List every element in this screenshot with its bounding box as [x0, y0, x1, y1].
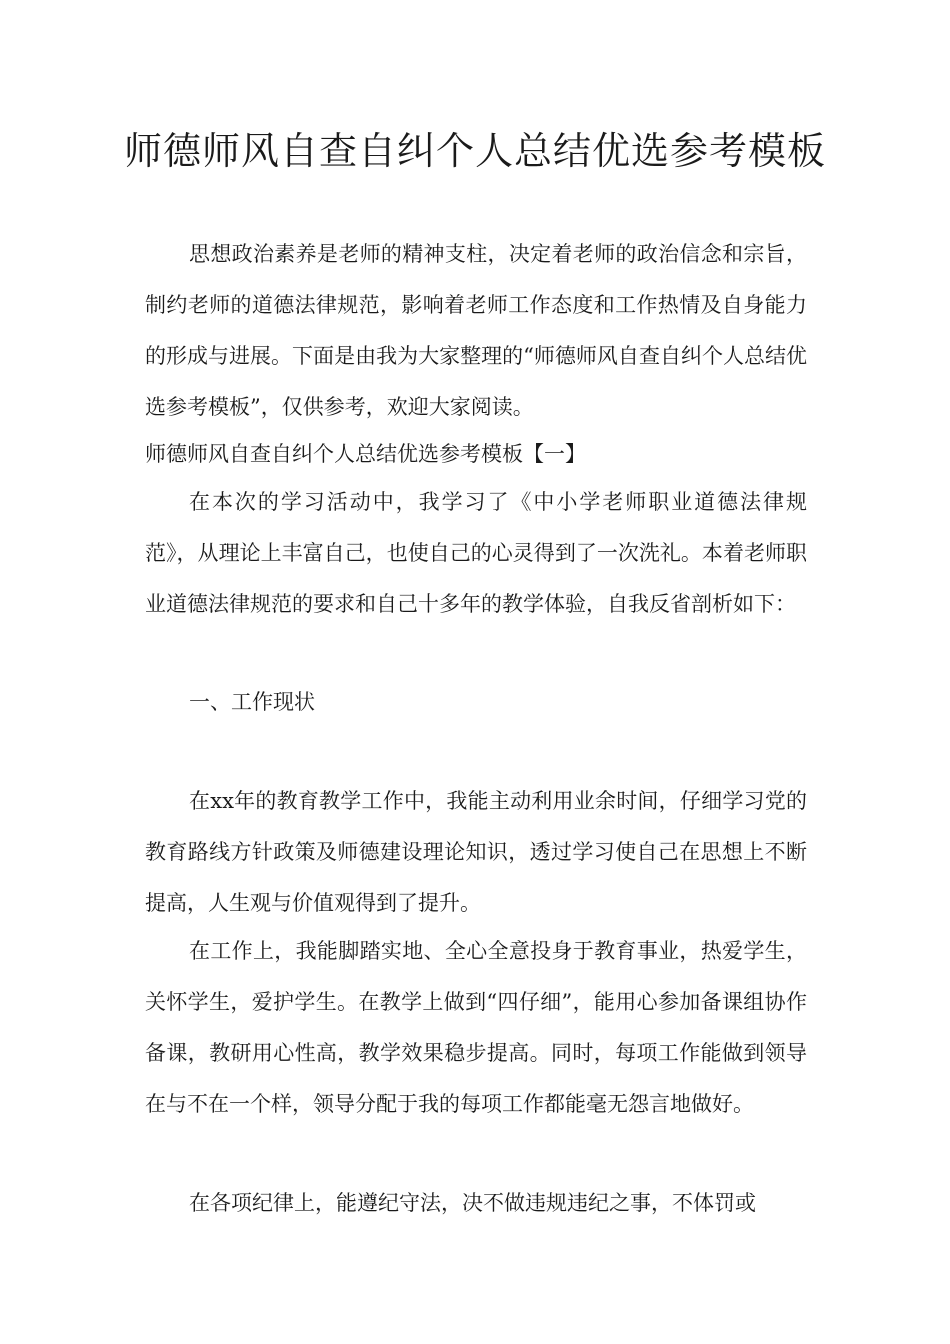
intro-paragraph: 思想政治素养是老师的精神支柱，决定着老师的政治信念和宗旨，制约老师的道德法律规范，影响着老师工作态度和工作热情及自身能力的形成与进展。下面是由我为大家整理的“师德师风自查自纠个人总结优选参考模板”，仅供参考，欢迎大家阅读。 [145, 242, 807, 419]
document-title: 师德师风自查自纠个人总结优选参考模板 [123, 129, 826, 173]
body-paragraph-3: 在工作上，我能脚踏实地、全心全意投身于教育事业，热爱学生，关怀学生，爱护学生。在教学上做到“四仔细”，能用心参加备课组协作备课，教研用心性高，教学效果稳步提高。同时，每项工作能做到领导在与不在一个样，领导分配于我的每项工作都能毫无怨言地做好。 [145, 939, 807, 1116]
section-heading: 师德师风自查自纠个人总结优选参考模板【一】 [145, 442, 586, 466]
body-paragraph-2: 在xx年的教育教学工作中，我能主动利用业余时间，仔细学习党的教育路线方针政策及师德建设理论知识，透过学习使自己在思想上不断提高，人生观与价值观得到了提升。 [145, 789, 807, 915]
body-paragraph-1: 在本次的学习活动中，我学习了《中小学老师职业道德法律规范》，从理论上丰富自己，也使自己的心灵得到了一次洗礼。本着老师职业道德法律规范的要求和自己十多年的教学体验，自我反省剖析如下： [145, 490, 807, 616]
body-paragraph-4: 在各项纪律上，能遵纪守法，决不做违规违纪之事，不体罚或 [189, 1191, 756, 1215]
subheading-work-status: 一、工作现状 [189, 690, 315, 714]
